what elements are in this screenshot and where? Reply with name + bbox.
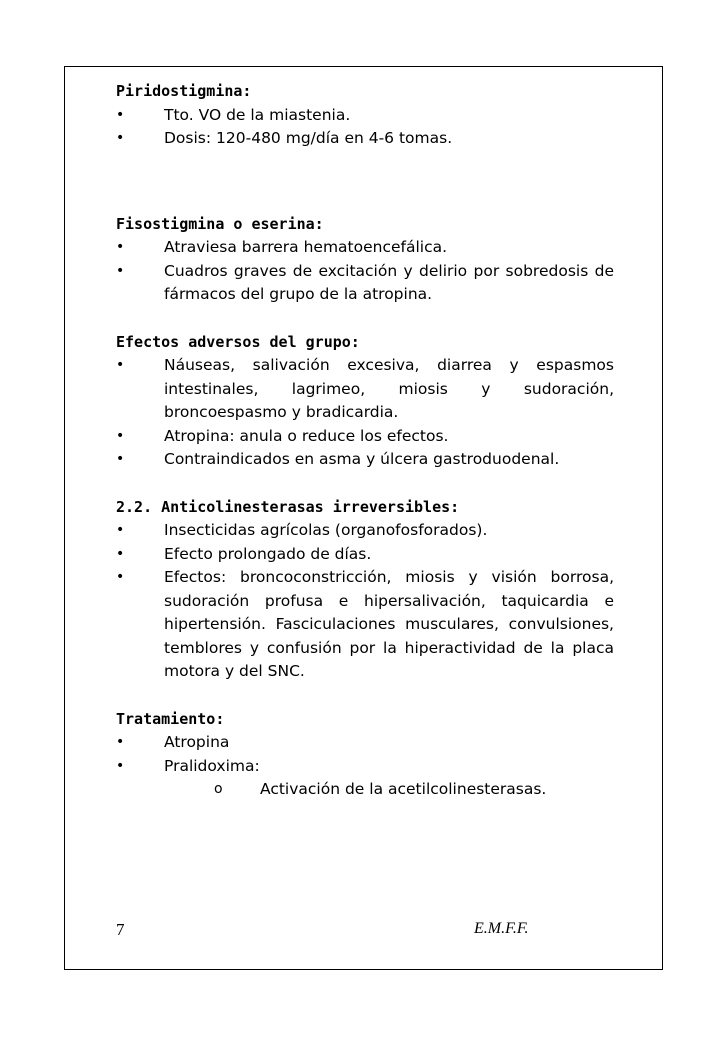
list-item — [116, 425, 614, 449]
section-heading: Fisostigmina o eserina: — [116, 214, 324, 233]
bullet-icon: • — [116, 734, 125, 750]
bullet-icon: • — [116, 130, 125, 146]
list-item-text: Insecticidas agrícolas (organofosforados). — [164, 521, 488, 539]
bullet-icon: • — [116, 427, 125, 444]
list-item — [116, 104, 614, 128]
list-item — [116, 260, 614, 307]
bullet-list — [116, 354, 614, 472]
section-heading: Tratamiento: — [116, 709, 225, 728]
bullet-list — [116, 731, 614, 778]
section-heading: Piridostigmina: — [116, 82, 252, 100]
bullet-icon: • — [116, 357, 125, 373]
list-item — [116, 566, 614, 684]
section-heading: Efectos adversos del grupo: — [116, 332, 360, 351]
bullet-icon: • — [116, 239, 125, 255]
sub-bullet-list — [116, 778, 614, 802]
section-piridostigmina — [116, 80, 614, 151]
bullet-icon: • — [116, 262, 125, 279]
bullet-list — [116, 104, 614, 151]
footer-author: E.M.F.F. — [474, 920, 529, 937]
list-item-text: Tto. VO de la miastenia. — [164, 105, 351, 124]
list-item — [116, 236, 614, 260]
section-fisostigmina — [116, 213, 614, 307]
bullet-list — [116, 236, 614, 307]
list-item-text: Náuseas, salivación excesiva, diarrea y espasmos intestinales, lagrimeo, miosis y sudoración, broncoespasmo y bradicardia. — [164, 356, 614, 421]
circle-bullet-icon: o — [214, 781, 223, 797]
list-item-text: Atraviesa barrera hematoencefálica. — [164, 238, 448, 256]
document-body — [116, 80, 614, 802]
bullet-icon: • — [116, 522, 125, 538]
list-item — [116, 755, 614, 779]
list-item — [116, 519, 614, 543]
bullet-icon: • — [116, 106, 125, 123]
section-anticolinesterasas-irreversibles — [116, 496, 614, 684]
list-item-text: Efecto prolongado de días. — [164, 544, 372, 563]
bullet-list — [116, 519, 614, 684]
section-tratamiento — [116, 708, 614, 802]
list-item-text: Contraindicados en asma y úlcera gastroduodenal. — [164, 450, 560, 468]
spacer — [116, 684, 614, 708]
list-item — [116, 731, 614, 755]
sub-list-item-text: Activación de la acetilcolinesterasas. — [260, 780, 547, 798]
list-item-text: Atropina — [164, 733, 230, 751]
bullet-icon: • — [116, 757, 125, 774]
list-item-text: Cuadros graves de excitación y delirio por sobredosis de fármacos del grupo de la atropina. — [164, 261, 614, 303]
spacer — [116, 151, 614, 213]
list-item-text: Atropina: anula o reduce los efectos. — [164, 426, 449, 445]
list-item — [116, 448, 614, 472]
list-item — [116, 127, 614, 151]
list-item-text: Pralidoxima: — [164, 756, 260, 775]
list-item — [116, 354, 614, 425]
bullet-icon: • — [116, 451, 125, 467]
spacer — [116, 472, 614, 496]
bullet-icon: • — [116, 545, 125, 562]
list-item-text: Dosis: 120-480 mg/día en 4-6 tomas. — [164, 129, 453, 147]
section-efectos-adversos — [116, 331, 614, 472]
bullet-icon: • — [116, 569, 125, 585]
page-number: 7 — [116, 920, 125, 939]
sub-list-item — [116, 778, 614, 802]
list-item-text: Efectos: broncoconstricción, miosis y visión borrosa, sudoración profusa e hipersalivación, taquicardia e hipertensión. Fasciculaciones musculares, convulsiones, temblores y confusión por la hiperactividad de la placa motora y del SNC. — [164, 568, 614, 680]
list-item — [116, 543, 614, 567]
spacer — [116, 307, 614, 331]
section-heading: 2.2. Anticolinesterasas irreversibles: — [116, 497, 460, 516]
